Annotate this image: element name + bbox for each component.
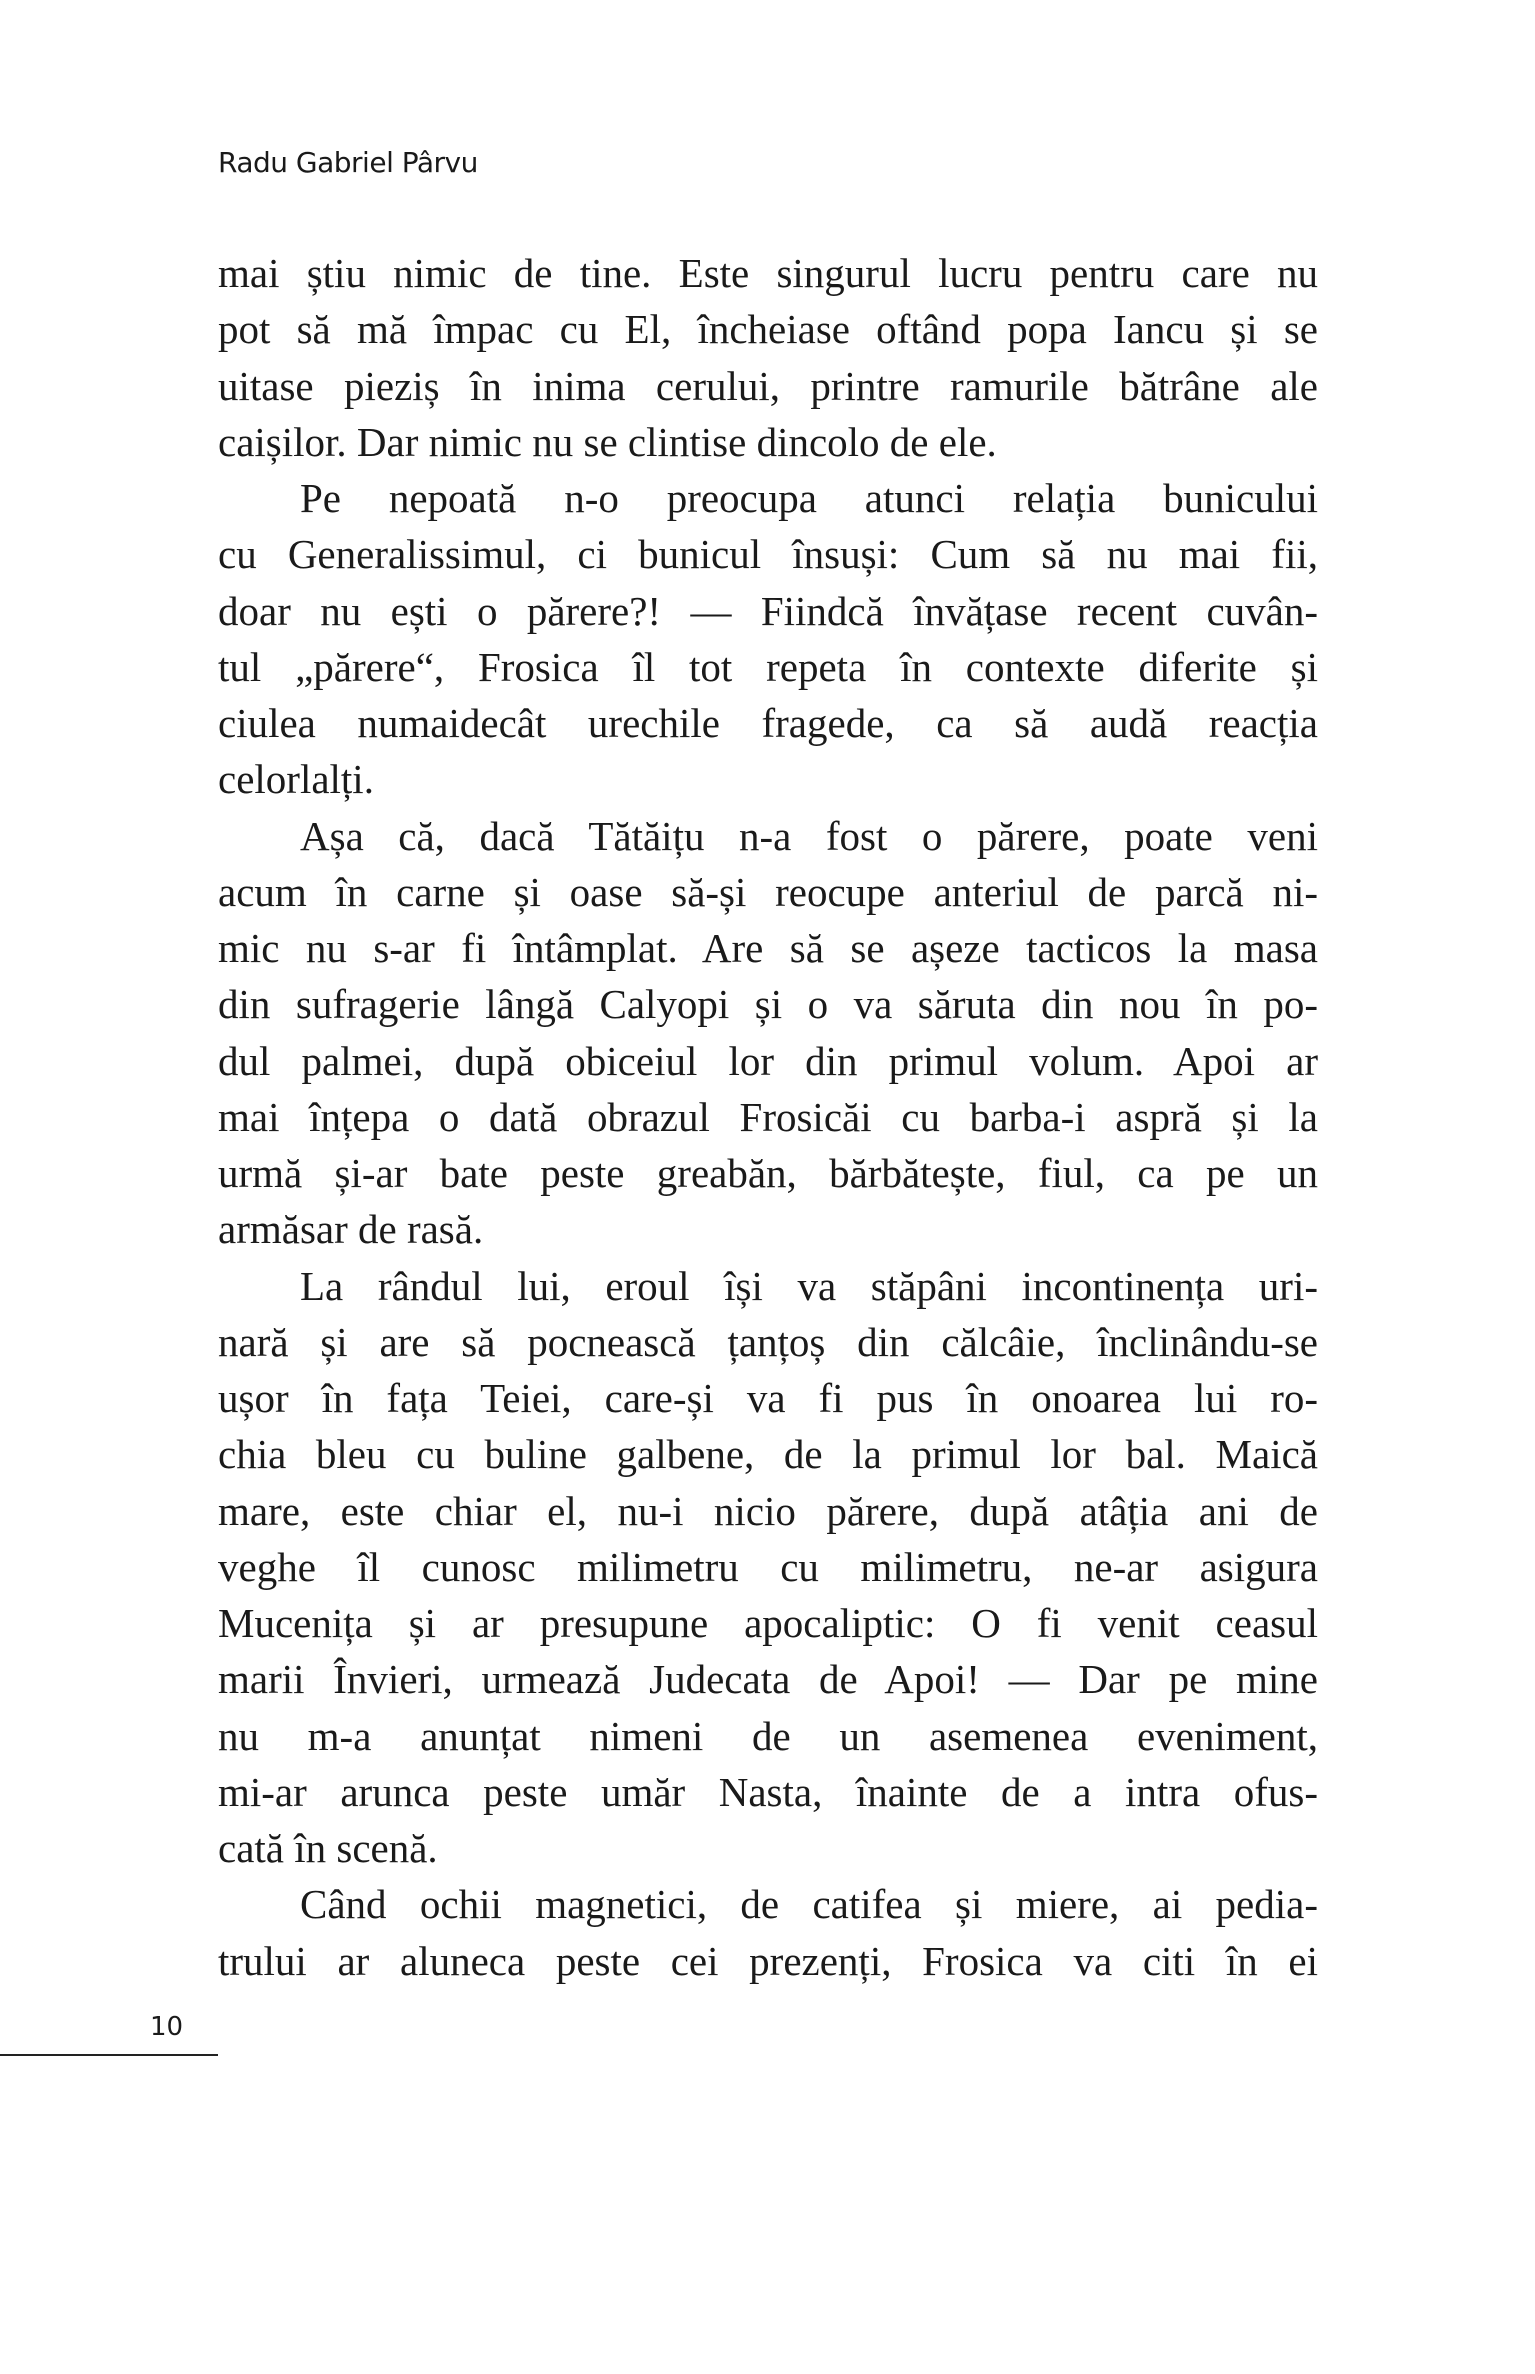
- text-line: ușor în fața Teiei, care-și va fi pus în onoarea lui ro-: [218, 1375, 1318, 1421]
- page-number: 10: [150, 2012, 184, 2042]
- text-line: nu m-a anunțat nimeni de un asemenea eveniment,: [218, 1712, 1318, 1759]
- text-line: mi-ar arunca peste umăr Nasta, înainte de a intra ofus-: [218, 1768, 1318, 1815]
- text-line: marii Învieri, urmează Judecata de Apoi! — Dar pe mine: [218, 1656, 1318, 1703]
- paragraph: [218, 1258, 1318, 1877]
- text-line: chia bleu cu buline galbene, de la primul lor bal. Maică: [218, 1431, 1318, 1478]
- text-line: veghe îl cunosc milimetru cu milimetru, ne-ar asigura: [218, 1543, 1318, 1590]
- text-line: pot să mă împac cu El, încheiase oftând popa Iancu și se: [218, 306, 1318, 353]
- text-line: mai înțepa o dată obrazul Frosicăi cu barba-i aspră și la: [218, 1093, 1318, 1140]
- text-line: La rândul lui, eroul își va stăpâni incontinența uri-: [300, 1262, 1318, 1309]
- text-line: nară și are să pocnească țanțoș din călcâie, înclinându-se: [218, 1318, 1318, 1365]
- footer-rule: [0, 2054, 218, 2056]
- text-line: Mucenița și ar presupune apocaliptic: O fi venit ceasul: [218, 1600, 1318, 1646]
- text-line: mai știu nimic de tine. Este singurul lucru pentru care nu: [218, 250, 1318, 296]
- running-head: Radu Gabriel Pârvu: [218, 146, 478, 179]
- paragraph: [218, 470, 1318, 808]
- body-text: [218, 245, 1318, 1989]
- text-line: mic nu s-ar fi întâmplat. Are să se așeze tacticos la masa: [218, 925, 1318, 971]
- text-line: urmă și-ar bate peste greabăn, bărbătește, fiul, ca pe un: [218, 1150, 1318, 1196]
- text-line: tul „părere“, Frosica îl tot repeta în contexte diferite și: [218, 643, 1318, 690]
- text-line: ciulea numaidecât urechile fragede, ca să audă reacția: [218, 700, 1318, 746]
- text-line: cată în scenă.: [218, 1825, 438, 1871]
- text-line: armăsar de rasă.: [218, 1206, 484, 1253]
- paragraph: [218, 1876, 1318, 1989]
- text-line: caișilor. Dar nimic nu se clintise dincolo de ele.: [218, 418, 997, 465]
- text-line: celorlalți.: [218, 756, 374, 803]
- text-line: trului ar aluneca peste cei prezenți, Frosica va citi în ei: [218, 1937, 1318, 1984]
- text-line: Pe nepoată n-o preocupa atunci relația bunicului: [300, 475, 1318, 521]
- text-line: cu Generalissimul, ci bunicul însuși: Cum să nu mai fii,: [218, 531, 1318, 578]
- text-line: dul palmei, după obiceiul lor din primul volum. Apoi ar: [218, 1037, 1318, 1084]
- text-line: acum în carne și oase să-și reocupe anteriul de parcă ni-: [218, 868, 1318, 915]
- paragraph: [218, 808, 1318, 1258]
- text-line: Când ochii magnetici, de catifea și miere, ai pedia-: [300, 1881, 1318, 1928]
- text-line: uitase pieziș în inima cerului, printre ramurile bătrâne ale: [218, 362, 1318, 409]
- text-line: doar nu ești o părere?! — Fiindcă învățase recent cuvân-: [218, 587, 1318, 634]
- text-line: Așa că, dacă Tătăițu n-a fost o părere, poate veni: [300, 812, 1318, 859]
- text-line: din sufragerie lângă Calyopi și o va săruta din nou în po-: [218, 981, 1318, 1028]
- text-line: mare, este chiar el, nu-i nicio părere, după atâția ani de: [218, 1487, 1318, 1534]
- paragraph: [218, 245, 1318, 470]
